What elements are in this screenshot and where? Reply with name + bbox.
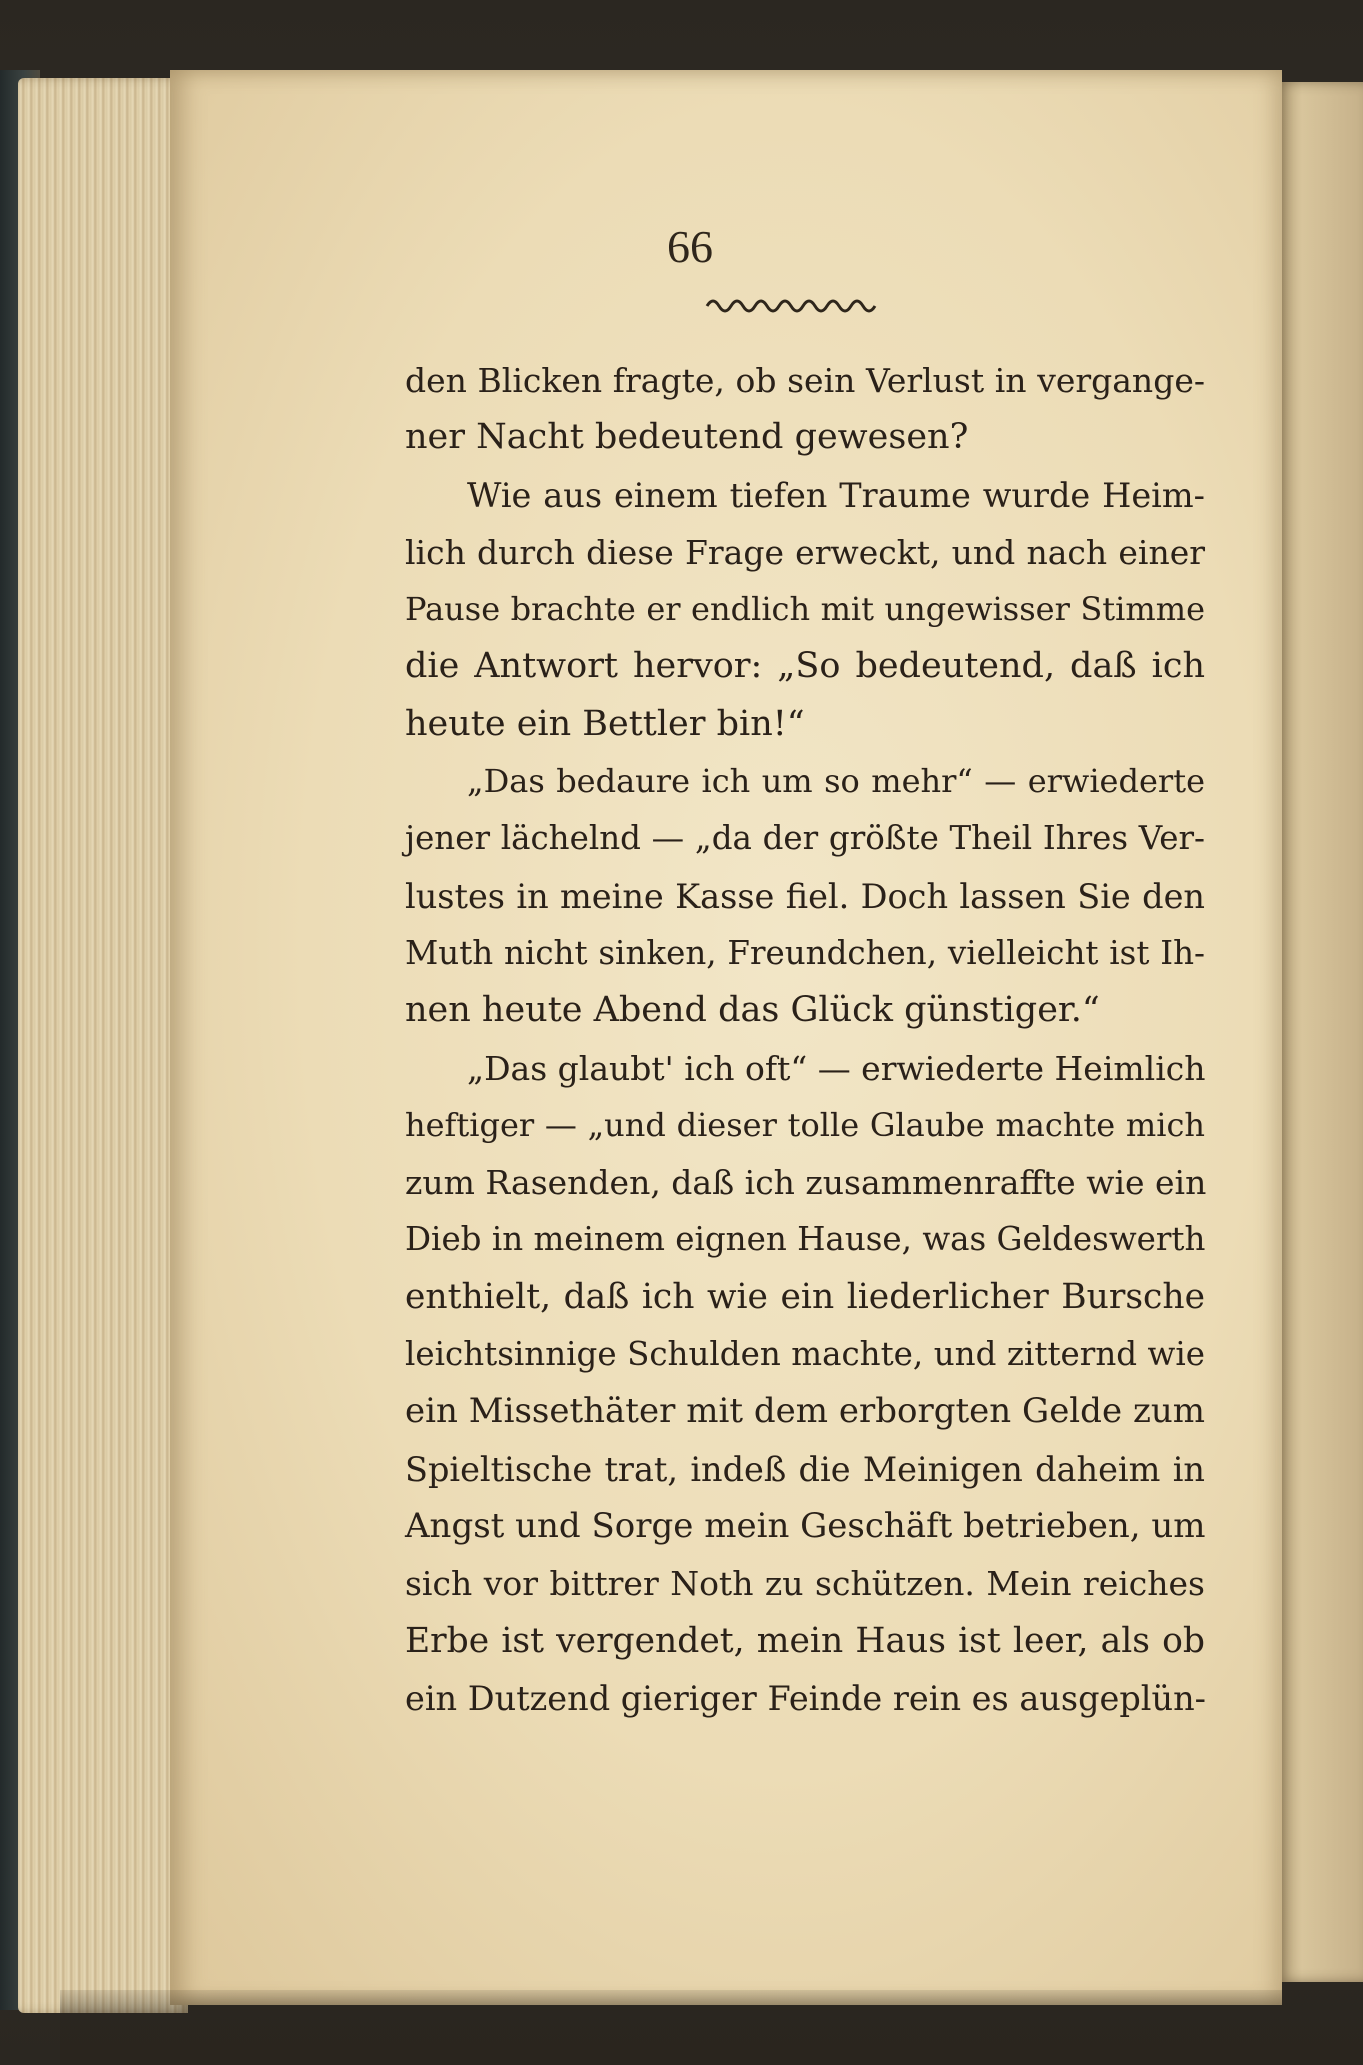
page-edges: [18, 78, 188, 2013]
text-line: „Das bedaure ich um so mehr“ — erwiederte: [467, 762, 1205, 801]
text-line: Spieltische trat, indeß die Meinigen daheim in: [405, 1449, 1205, 1489]
text-line: lich durch diese Frage erweckt, und nach einer: [405, 532, 1205, 572]
text-line: ein Missethäter mit dem erborgten Gelde zum: [405, 1391, 1205, 1432]
text-line: ein Dutzend gieriger Feinde rein es ausgeplün-: [405, 1678, 1206, 1718]
text-line: Angst und Sorge mein Geschäft betrieben, um: [405, 1505, 1206, 1546]
wave-ornament: [705, 292, 885, 316]
text-line: zum Rasenden, daß ich zusammenraffte wie ein: [405, 1163, 1207, 1203]
text-line: nen heute Abend das Glück günstiger.“: [405, 990, 1100, 1031]
page-number: 66: [667, 221, 713, 272]
text-line: Pause brachte er endlich mit ungewisser Stimme: [405, 590, 1205, 629]
text-line: heute ein Bettler bin!“: [405, 703, 805, 744]
text-line: ner Nacht bedeutend gewesen?: [405, 417, 969, 458]
text-line: leichtsinnige Schulden machte, und zitternd wie: [405, 1335, 1205, 1374]
text-line: sich vor bittrer Noth zu schützen. Mein reiches: [405, 1564, 1205, 1604]
text-line: lustes in meine Kasse fiel. Doch lassen Sie den: [405, 876, 1205, 916]
text-line: Wie aus einem tiefen Traume wurde Heim-: [467, 475, 1205, 515]
text-line: die Antwort hervor: „So bedeutend, daß ich: [405, 646, 1205, 687]
text-line: Muth nicht sinken, Freundchen, vielleicht ist Ih-: [405, 933, 1205, 972]
text-line: den Blicken fragte, ob sein Verlust in vergange-: [405, 361, 1205, 400]
text-line: enthielt, daß ich wie ein liederlicher Bursche: [405, 1276, 1205, 1317]
text-line: „Das glaubt' ich oft“ — erwiederte Heimlich: [467, 1048, 1206, 1088]
facing-page-edge: [1276, 82, 1363, 1982]
text-line: jener lächelnd — „da der größte Theil Ihres Ver-: [405, 819, 1205, 858]
body-text: [405, 352, 1205, 1727]
text-line: Erbe ist vergendet, mein Haus ist leer, als ob: [405, 1620, 1205, 1661]
text-line: Dieb in meinem eignen Hause, was Geldeswerth: [405, 1220, 1206, 1259]
bottom-shadow: [60, 1990, 1363, 2065]
text-line: heftiger — „und dieser tolle Glaube machte mich: [405, 1105, 1205, 1144]
